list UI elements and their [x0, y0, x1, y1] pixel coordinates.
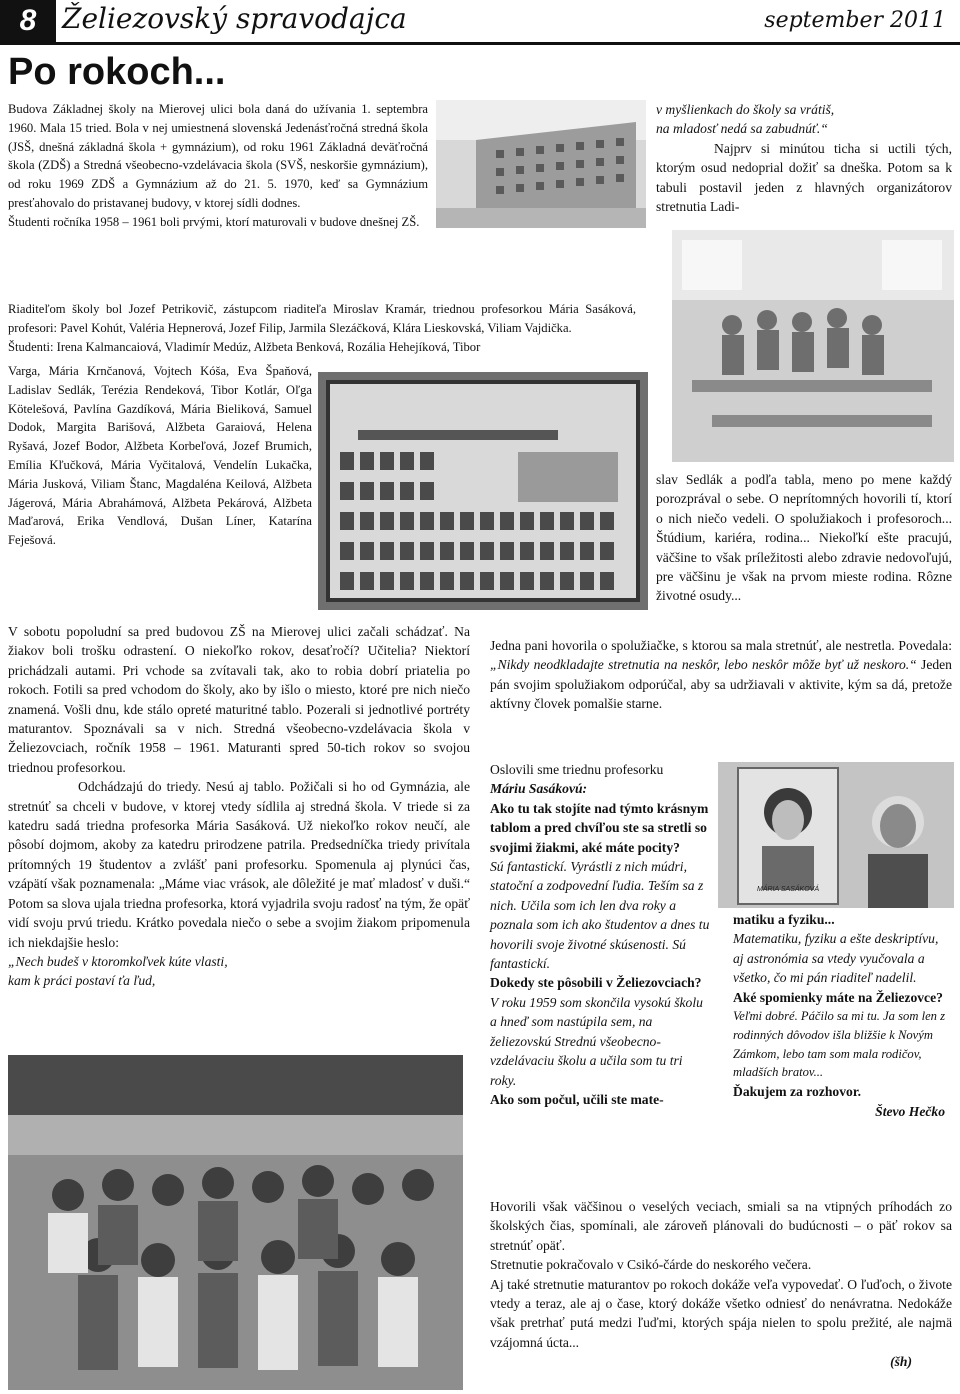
interview-name: Máriu Sasákovú:	[490, 781, 588, 797]
interview-column-a	[490, 760, 710, 1109]
teacher-portraits-photo	[718, 762, 954, 908]
main-paragraph-2: Odchádzajú do triedy. Nesú aj tablo. Požičali si ho od Gymnázia, ale stretnúť sa chceli v budove, v ktorej vtedy sídlila aj stredná škola. V triede si za katedru sadá triedna profesorka Mária Sasáková. Už niekoľko rokov neučí, ale pôsobí dojmom, akoby za katedru prirodzene patrila. Predsedníčka triedy privítala prítomných 19 študentov a zvlášť pani profesorku. Spomenula aj plynúci čas, vzápätí však poznamenala: „Máme viac vrások, ale dôležité je mať mladosť v duši.“ Potom sa slova ujala triedna profesorka, ktorá vyjadrila svoju radosť na tým, že opäť vidí svoju prvú triedu. Krátko povedala niečo o sebe a svojim žiakom pripomenula ich niekdajšie heslo:	[8, 779, 470, 950]
answer-3: Matematiku, fyziku a ešte deskriptívu, aj astronómia sa vtedy vyučovala a všetko, čo mi pán riaditeľ nadelil.	[733, 931, 939, 986]
answer-2: V roku 1959 som skončila vysokú školu a hneď som nastúpila sem, na želiezovskú Strednú všeobecno-vzdelávaciu školu a učila som tu tri roky.	[490, 994, 703, 1088]
interview-thanks: Ďakujem za rozhovor.	[733, 1084, 861, 1100]
question-2: Dokedy ste pôsobili v Želiezovciach?	[490, 975, 702, 991]
right-paragraph-2: slav Sedlák a podľa tabla, meno po mene každý porozprával o sebe. O neprítomných hovorili tí, ktorí o nich niečo vedeli. O spolužiakoch i profesoroch... Štúdium, kariéra, rodina... Niekoľkí ešte pracujú, väčšine to však príležitosti alebo zdravie nedovoľujú, pre väčšinu je však na prvom mieste rodina. Rôzne životné osudy...	[656, 472, 952, 604]
question-3-end: matiku a fyziku...	[733, 912, 835, 927]
final-column	[490, 1197, 952, 1372]
final-paragraph-2: Stretnutie pokračovalo v Csikó-čárde do neskorého večera.	[490, 1257, 812, 1273]
names-block	[8, 362, 312, 550]
question-4: Aké spomienky máte na Želiezovce?	[733, 989, 943, 1005]
students-names-line-b: Varga, Mária Krnčanová, Vojtech Kóša, Eva Špaňová, Ladislav Sedlák, Terézia Rendeková, Tibor Kotlár, Oľga Kötelešová, Pavlína Gazdíková, Mária Bieliková, Samuel Dodok, Margita Barišová, Alžbeta Garaiová, Helena Ryšavá, Jozef Bodor, Alžbeta Korbeľová, Jozef Brumich, Emília Kľučková, Mária Vyčitalová, Vendelín Lukačka, Mária Jusková, Viliam Štanc, Magdaléna Keilová, Alžbeta Jágerová, Mária Abrahámová, Alžbeta Pekárová, Alžbeta Maďarová, Erika Vendlová, Dušan Líner, Katarína Feješová.	[8, 364, 312, 548]
header-rule	[0, 42, 960, 45]
right-paragraph-3	[490, 636, 952, 714]
classroom-photo	[672, 230, 954, 462]
graduation-tablo-photo	[318, 372, 648, 610]
right-paragraph-3-a: Jedna pani hovorila o spolužiačke, s ktorou sa mala stretnúť, ale nestretla. Povedala:	[490, 638, 952, 653]
masthead: Želiezovský spravodajca	[62, 2, 407, 35]
poem-line-4: na mladosť nedá sa zabudnúť.“	[656, 121, 828, 137]
group-photo	[8, 1055, 463, 1390]
school-building-photo	[436, 100, 646, 228]
question-1: Ako tu tak stojíte nad týmto krásnym tablom a pred chvíľou ste sa stretli so svojimi žiakmi, aké máte pocity?	[490, 800, 709, 855]
students-line: Študenti ročníka 1958 – 1961 boli prvými, ktorí maturovali v budove dnešnej ZŠ.	[8, 214, 420, 229]
interview-column-b	[733, 910, 945, 1121]
poem-line-3: v myšlienkach do školy sa vrátiš,	[656, 102, 835, 117]
answer-4: Veľmi dobré. Páčilo sa mi tu. Ja som len z rodinných dôvodov išla bližšie k Novým Zámkom, lebo tam som mala rodičov, mladších bratov...	[733, 1009, 946, 1080]
interview-author: Števo Hečko	[875, 1103, 945, 1119]
final-paragraph-1: Hovorili však väčšinou o veselých veciach, smiali sa na vtipných príhodách zo školských čias, spomínali, ale zároveň plánovali do budúcnosti – o päť rokov sa stretnúť opäť.	[490, 1199, 952, 1253]
interview-intro: Oslovili sme triednu profesorku	[490, 762, 664, 777]
poem-line-1: „Nech budeš v ktoromkoľvek kúte vlasti,	[8, 953, 228, 969]
main-column	[8, 622, 470, 991]
intro-block	[8, 100, 428, 232]
students-names-line-a: Študenti: Irena Kalmancaiová, Vladimír Medúz, Alžbeta Benková, Rozália Hehejíková, Tibor	[8, 339, 481, 354]
poem-line-2: kam k práci postaví ťa ľud,	[8, 973, 156, 989]
right-paragraph-3-quote: „Nikdy neodkladajte stretnutia na neskôr, lebo neskôr môže byť už neskoro.“	[490, 657, 917, 673]
final-author: (šh)	[890, 1354, 912, 1370]
intro-paragraph: Budova Základnej školy na Mierovej ulici bola daná do užívania 1. septembra 1960. Mala 15 tried. Bola v nej umiestnená slovenská Jedenásťročná stredná škola (JSŠ, dnešná základná škola + gymnázium), od roku 1961 Základná deväťročná škola (ZDŠ) a Stredná všeobecno-vzdelávacia škola (SVŠ, neskoršie gymnázium), od roku 1969 ZDŠ a Gymnázium až do 21. 5. 1970, keď sa Gymnázium presťahovalo do pristavanej budovy, v ktorej sídli dodnes.	[8, 102, 428, 210]
answer-1: Sú fantastickí. Vyrástli z nich múdri, statoční a zodpovední ľudia. Teším sa z nich. Učila som ich len dva roky a poznala som ich ako študentov a dnes tu hovorili svoje životné skúsenosti. Sú fantastickí.	[490, 859, 710, 972]
right-paragraph-3-b: Jeden pán svojim spolužiakom odporúčal, aby sa udržiavali v aktivite, kým sa dá, pretože aktívny človek pomalšie starne.	[490, 657, 952, 712]
issue-date: september 2011	[764, 8, 946, 33]
right-column-top	[656, 100, 952, 216]
question-3-start: Ako som počul, učili ste mate-	[490, 1091, 664, 1107]
staff-line: Riaditeľom školy bol Jozef Petrikovič, zástupcom riaditeľa Miroslav Kramár, triednou profesorkou Mária Sasáková, profesori: Pavel Kohút, Valéria Hepnerová, Jozef Filip, Jarmila Slezáčková, Klára Lieskovská, Viliam Vajdička.	[8, 302, 636, 335]
main-paragraph-1: V sobotu popoludní sa pred budovou ZŠ na Mierovej ulici začali schádzať. Na žiakov boli trošku odrastení. O niekoľko rokov, desaťročí? Učitelia? Niektorí prichádzali autami. Pri vchode sa zvítavali tak, ako to robia dobrí priatelia po rokoch. Fotili sa pred vchodom do školy, ako by išlo o miesto, ktoré pre nich niečo znamená. Vošli dnu, kde stálo opreté maturitné tablo. Pozerali si jednotlivé portréty maturantov. Spoznávali sa v nich. Stredná všeobecno-vzdelávacia škola v Želiezovciach, ročník 1958 – 1961. Maturanti spred 50-tich rokov so svojou triednou profesorkou.	[8, 624, 470, 775]
staff-block	[8, 300, 636, 356]
portrait-caption: MÁRIA SASÁKOVÁ	[757, 886, 819, 893]
right-column-middle-2	[490, 636, 952, 714]
final-paragraph-3: Aj také stretnutie maturantov po rokoch dokáže veľa vypovedať. O ľuďoch, o živote vtedy a teraz, ale aj o čase, ktorý dokáže všetko odniesť do nenávratna. Nedokáže však pretrhať putá medzi ľuďmi, ktorých spája nielen to spolu prežité, ale najmä vzájomná úcta...	[490, 1276, 952, 1350]
article-title: Po rokoch...	[8, 51, 226, 93]
page-number: 8	[0, 0, 56, 42]
right-column-middle	[656, 470, 952, 606]
right-paragraph-1: Najprv si minútou ticha si uctili tých, ktorým osud nedoprial dožiť sa dneška. Potom sa k tabuli postavil jeden z hlavných organizátorov stretnutia Ladi-	[656, 140, 952, 215]
